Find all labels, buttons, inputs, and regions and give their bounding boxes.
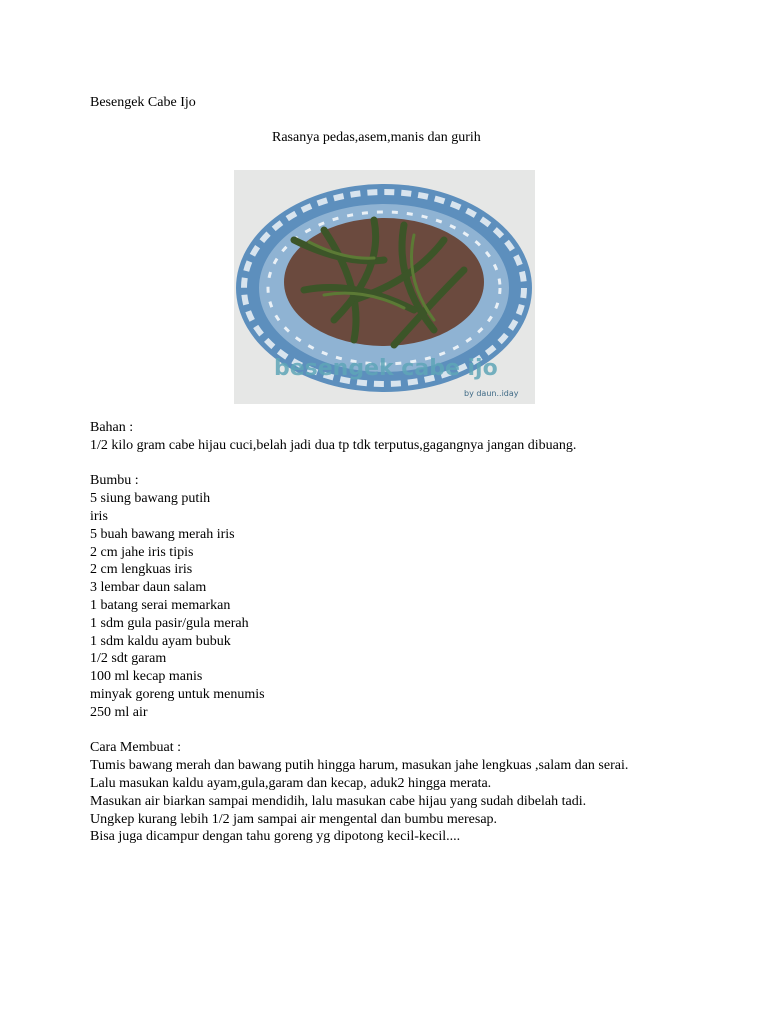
bumbu-item: 250 ml air	[90, 704, 148, 720]
cara-heading: Cara Membuat :	[90, 740, 181, 756]
recipe-title: Besengek Cabe Ijo	[90, 95, 196, 110]
dish-photo	[234, 170, 535, 404]
bumbu-item: 100 ml kecap manis	[90, 669, 203, 685]
bumbu-heading: Bumbu :	[90, 473, 139, 489]
recipe-page	[90, 94, 690, 845]
recipe-body	[90, 419, 710, 846]
bumbu-item: 2 cm lengkuas iris	[90, 562, 193, 578]
bumbu-item: iris	[90, 508, 108, 524]
bumbu-item: 1 sdm kaldu ayam bubuk	[90, 633, 231, 649]
bumbu-item: 1 sdm gula pasir/gula merah	[90, 615, 249, 631]
dish-photo-illustration	[234, 170, 535, 404]
bahan-heading: Bahan :	[90, 420, 134, 435]
cara-step: Ungkep kurang lebih 1/2 jam sampai air mengental dan bumbu meresap.	[90, 811, 498, 827]
photo-caption: besengek cabe ijo	[274, 356, 498, 381]
bumbu-item: 1 batang serai memarkan	[90, 597, 231, 613]
cara-step: Tumis bawang merah dan bawang putih hingga harum, masukan jahe lengkuas ,salam dan serai.	[90, 758, 629, 774]
bumbu-item: 2 cm jahe iris tipis	[90, 544, 194, 560]
bahan-item: 1/2 kilo gram cabe hijau cuci,belah jadi dua tp tdk terputus,gagangnya jangan dibuang.	[90, 437, 577, 453]
photo-credit: by daun..iday	[464, 389, 519, 398]
bumbu-item: 1/2 sdt garam	[90, 651, 167, 667]
recipe-subtitle: Rasanya pedas,asem,manis dan gurih	[272, 130, 481, 145]
cara-step: Bisa juga dicampur dengan tahu goreng yg dipotong kecil-kecil....	[90, 829, 461, 845]
cara-step: Masukan air biarkan sampai mendidih, lalu masukan cabe hijau yang sudah dibelah tadi.	[90, 793, 587, 809]
bumbu-item: 3 lembar daun salam	[90, 580, 207, 596]
bumbu-item: 5 buah bawang merah iris	[90, 526, 235, 542]
bumbu-item: minyak goreng untuk menumis	[90, 686, 265, 702]
bumbu-item: 5 siung bawang putih	[90, 491, 211, 507]
cara-step: Lalu masukan kaldu ayam,gula,garam dan kecap, aduk2 hingga merata.	[90, 775, 492, 791]
